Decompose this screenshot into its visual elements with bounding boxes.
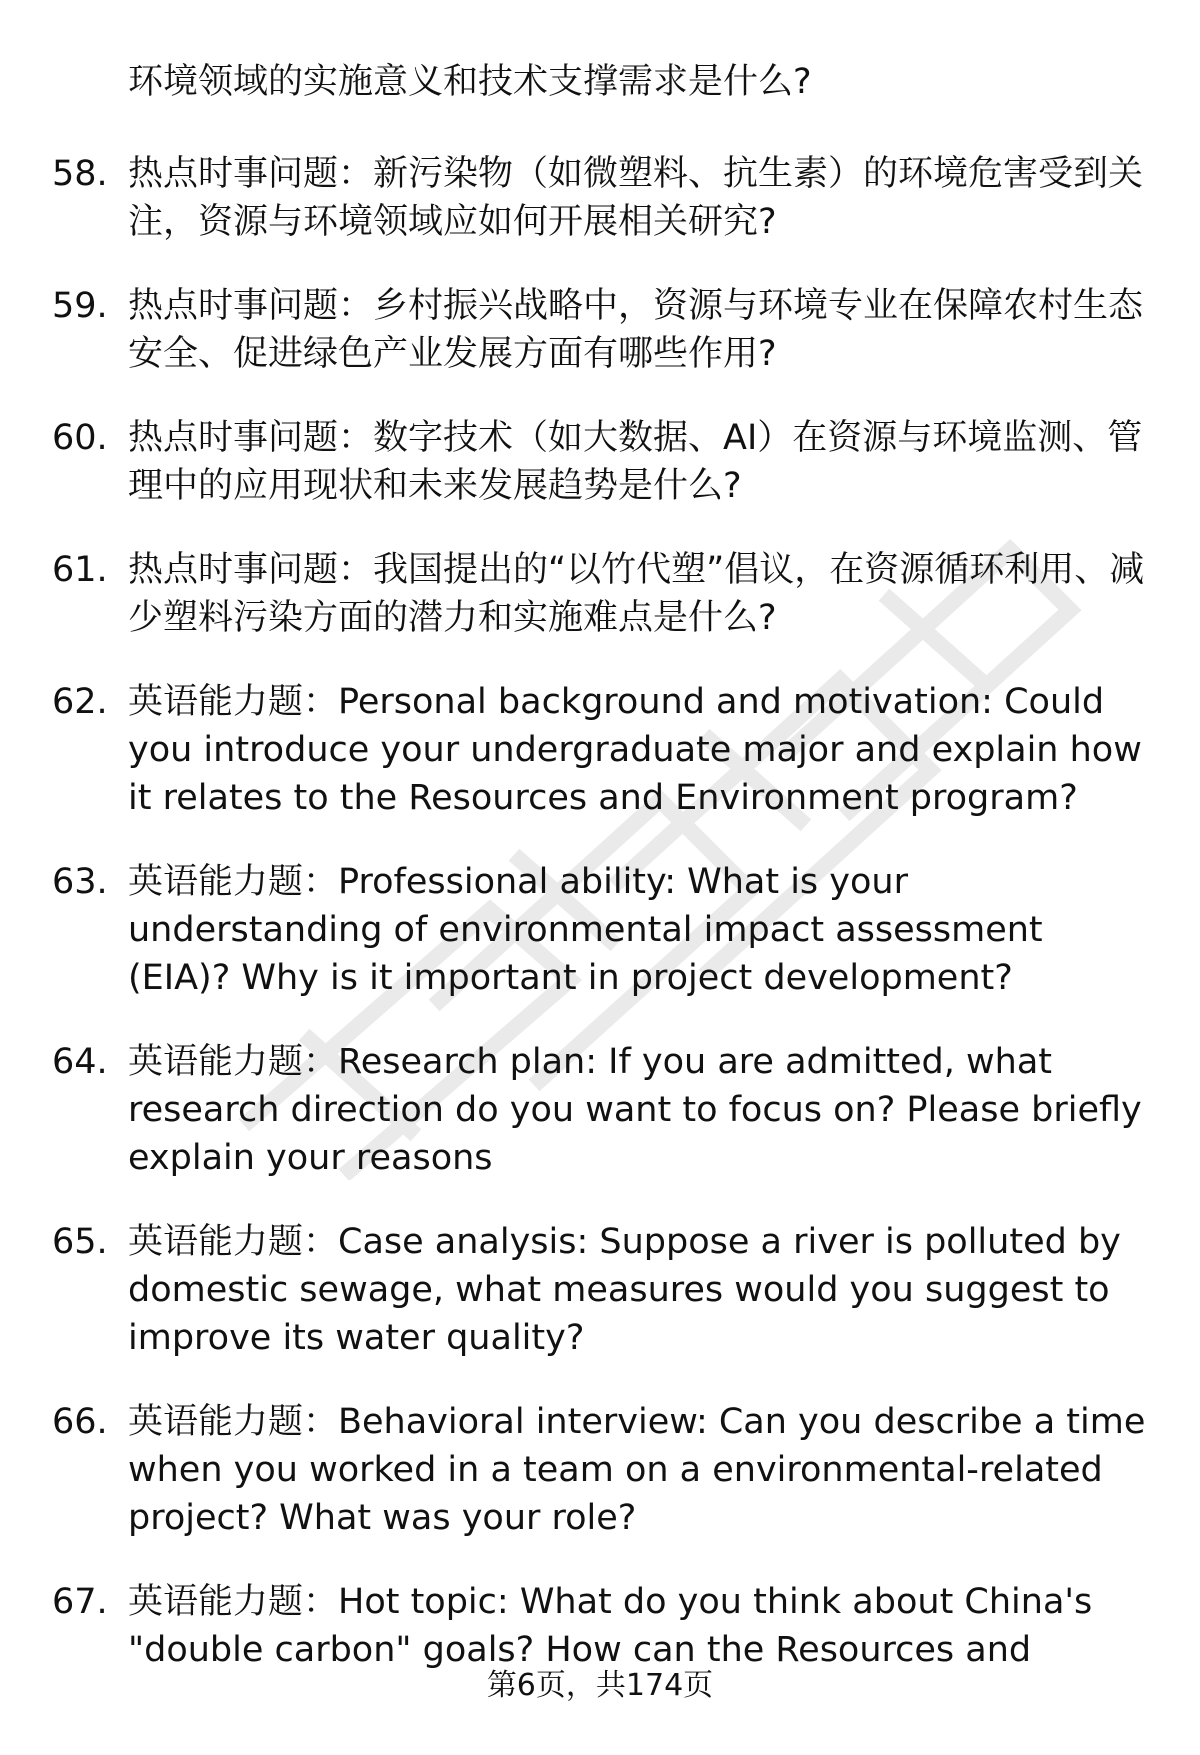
continuation-text: 环境领域的实施意义和技术支撑需求是什么? [128, 62, 812, 102]
question-list [52, 58, 1147, 1710]
question-text: 英语能力题：Professional ability: What is your understanding of environmental impact assessment (EIA)? Why is it important in project development? [128, 862, 1043, 998]
question-text: 热点时事问题：我国提出的“以竹代塑”倡议，在资源循环利用、减少塑料污染方面的潜力和实施难点是什么? [128, 550, 1145, 638]
question-text: 英语能力题：Hot topic: What do you think about China's "double carbon" goals? How can the Resources and [128, 1582, 1093, 1670]
question-item [52, 282, 1147, 378]
question-item [52, 150, 1147, 246]
question-item [52, 1218, 1147, 1362]
question-text: 热点时事问题：乡村振兴战略中，资源与环境专业在保障农村生态安全、促进绿色产业发展方面有哪些作用? [128, 286, 1144, 374]
question-number: 63. [52, 862, 108, 902]
question-text: 英语能力题：Behavioral interview: Can you describe a time when you worked in a team on a environmental-related project? What was your role? [128, 1402, 1146, 1538]
question-item [52, 1398, 1147, 1542]
question-text: 英语能力题：Research plan: If you are admitted, what research direction do you want to focus on? Please briefly explain your reasons [128, 1042, 1142, 1178]
question-number: 61. [52, 550, 108, 590]
question-number: 60. [52, 418, 108, 458]
question-text: 英语能力题：Personal background and motivation: Could you introduce your undergraduate major and explain how it relates to the Resources and Environment program? [128, 682, 1142, 818]
question-text: 热点时事问题：数字技术（如大数据、AI）在资源与环境监测、管理中的应用现状和未来发展趋势是什么? [128, 418, 1143, 506]
question-number: 59. [52, 286, 108, 326]
question-number: 62. [52, 682, 108, 722]
page-footer: 第6页，共174页 [486, 1668, 714, 1703]
question-item [52, 1038, 1147, 1182]
question-item [52, 858, 1147, 1002]
question-item [52, 678, 1147, 822]
question-number: 58. [52, 154, 108, 194]
question-number: 65. [52, 1222, 108, 1262]
question-text: 英语能力题：Case analysis: Suppose a river is polluted by domestic sewage, what measures would you suggest to improve its water quality? [128, 1222, 1121, 1358]
question-text: 热点时事问题：新污染物（如微塑料、抗生素）的环境危害受到关注，资源与环境领域应如何开展相关研究? [128, 154, 1144, 242]
question-number: 66. [52, 1402, 108, 1442]
question-number: 64. [52, 1042, 108, 1082]
continuation-item [52, 58, 1147, 106]
question-item [52, 546, 1147, 642]
question-item [52, 414, 1147, 510]
question-number: 67. [52, 1582, 108, 1622]
question-item [52, 1578, 1147, 1674]
